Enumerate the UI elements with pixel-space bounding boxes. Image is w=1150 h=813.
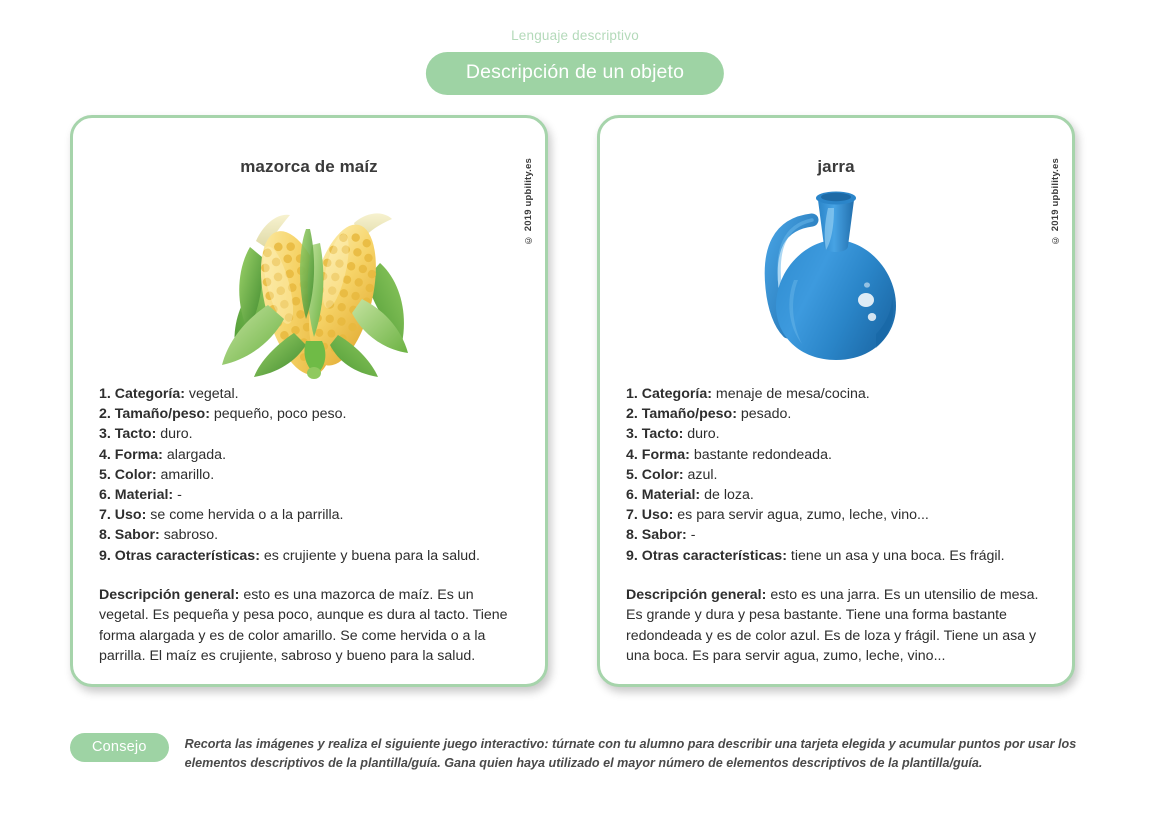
list-item: 9. Otras características: tiene un asa y una boca. Es frágil. — [626, 547, 1005, 564]
list-item: 8. Sabor: - — [626, 527, 696, 544]
list-item: 6. Material: - — [99, 487, 182, 504]
list-item: 1. Categoría: menaje de mesa/cocina. — [626, 386, 870, 402]
general-description: Descripción general: esto es una jarra. Es un utensilio de mesa. Es grande y dura y pesa bastante. Tiene una forma bastante redondeada y es de color azul. Es de loza y frágil. Tiene un asa y una boca. Es para servir agua, zumo, leche, vino... — [626, 586, 1039, 665]
list-item: 6. Material: de loza. — [626, 487, 754, 504]
page-kicker: Lenguaje descriptivo — [511, 28, 639, 43]
general-description: Descripción general: esto es una mazorca de maíz. Es un vegetal. Es pequeña y pesa poco, aunque es dura al tacto. Tiene forma alargada y es de color amarillo. Se come hervida o a la parrilla. El maíz es crujiente, sabroso y bueno para la salud. — [99, 586, 508, 665]
list-item: 8. Sabor: sabroso. — [99, 527, 219, 544]
tip-footer — [70, 733, 1080, 773]
list-item: 5. Color: azul. — [626, 466, 718, 483]
page-title: Descripción de un objeto — [426, 52, 724, 95]
list-item: 1. Categoría: vegetal. — [99, 386, 239, 402]
list-item: 4. Forma: alargada. — [99, 446, 227, 463]
list-item: 7. Uso: se come hervida o a la parrilla. — [99, 507, 344, 524]
list-item: 9. Otras características: es crujiente y buena para la salud. — [99, 547, 480, 564]
attribute-list — [99, 384, 523, 566]
card-body — [99, 384, 523, 666]
tip-text: Recorta las imágenes y realiza el siguiente juego interactivo: túrnate con tu alumno para describir una tarjeta elegida y acumular puntos por usar los elementos descriptivos de la plantilla/guía. Gana quien haya utilizado el mayor número de elementos descriptivos de la plantilla/guía. — [184, 737, 1077, 770]
copyright-notice: © 2019 upbility.es — [1050, 158, 1061, 246]
card-title: jarra — [817, 157, 855, 176]
list-item: 3. Tacto: duro. — [99, 426, 193, 443]
list-item: 7. Uso: es para servir agua, zumo, leche, vino... — [626, 507, 929, 524]
tip-badge: Consejo — [70, 733, 169, 762]
copyright-notice: © 2019 upbility.es — [523, 158, 534, 246]
list-item: 2. Tamaño/peso: pesado. — [626, 406, 792, 423]
list-item: 4. Forma: bastante redondeada. — [626, 446, 832, 463]
description-card-corn[interactable] — [70, 115, 548, 687]
list-item: 5. Color: amarillo. — [99, 466, 215, 483]
attribute-list — [626, 384, 1050, 566]
list-item: 2. Tamaño/peso: pequeño, poco peso. — [99, 406, 347, 423]
card-title: mazorca de maíz — [240, 157, 378, 176]
description-card-jug[interactable] — [597, 115, 1075, 687]
corn-illustration — [73, 182, 545, 382]
jug-illustration — [600, 182, 1072, 382]
card-body — [626, 384, 1050, 666]
list-item: 3. Tacto: duro. — [626, 426, 720, 443]
